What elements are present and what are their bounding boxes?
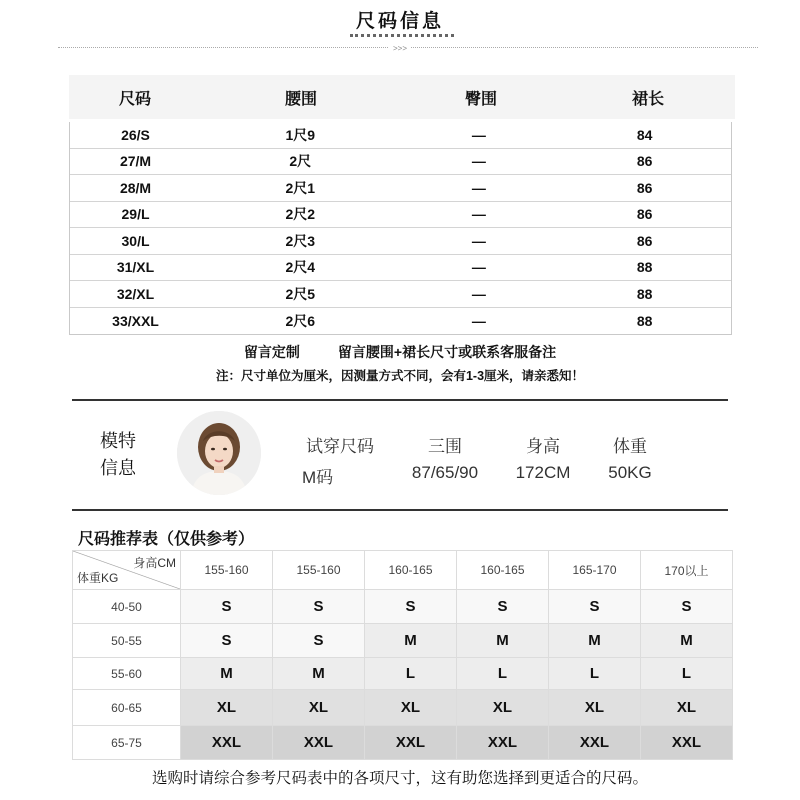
size-cell: 28/M	[119, 179, 152, 196]
model-portrait-icon	[177, 411, 261, 495]
recommended-size-cell: XL	[181, 690, 273, 726]
recommended-size-cell: XXL	[457, 726, 549, 760]
recommended-size-cell: S	[181, 590, 273, 624]
footer-advice: 选购时请综合参考尺码表中的各项尺寸，这有助您选择到更适合的尺码。	[151, 770, 648, 787]
recommended-size-cell: L	[549, 658, 641, 690]
weight-axis-label: 体重KG	[77, 571, 119, 585]
recommended-size-cell: M	[457, 624, 549, 658]
length-cell: 88	[636, 312, 653, 329]
waist-cell: 2尺	[289, 153, 312, 170]
divider-top	[72, 399, 728, 401]
waist-cell: 2尺1	[285, 179, 316, 196]
hip-cell: —	[471, 179, 486, 196]
height-range-header: 160-165	[457, 551, 549, 590]
table-row	[70, 175, 731, 202]
recommended-size-cell: XXL	[641, 726, 733, 760]
recommended-size-cell: XXL	[365, 726, 457, 760]
model-field-value: M码	[302, 468, 334, 487]
model-field-label: 试穿尺码	[306, 437, 374, 456]
recommended-size-cell: L	[365, 658, 457, 690]
waist-cell: 1尺9	[285, 126, 316, 143]
model-label-line2: 信息	[100, 458, 136, 478]
table-row	[70, 202, 731, 229]
height-range-header: 155-160	[273, 551, 365, 590]
weight-range-cell: 50-55	[73, 624, 181, 658]
col-length: 裙长	[631, 90, 664, 108]
model-avatar	[177, 411, 261, 495]
table-row	[73, 726, 733, 760]
col-hip: 臀围	[464, 90, 497, 108]
recommended-size-cell: XL	[641, 690, 733, 726]
table-row	[73, 590, 733, 624]
waist-cell: 2尺2	[285, 206, 316, 223]
size-cell: 32/XL	[116, 285, 155, 302]
custom-label: 留言定制	[243, 344, 300, 360]
model-weight	[598, 432, 662, 483]
height-range-header: 165-170	[549, 551, 641, 590]
recommended-size-cell: S	[273, 590, 365, 624]
table-row	[70, 149, 731, 176]
model-field-label: 三围	[428, 437, 462, 456]
recommended-size-cell: XXL	[181, 726, 273, 760]
recommend-table	[72, 550, 733, 760]
recommended-size-cell: M	[641, 624, 733, 658]
recommended-size-cell: XL	[273, 690, 365, 726]
weight-range-cell: 60-65	[73, 690, 181, 726]
recommended-size-cell: XL	[365, 690, 457, 726]
model-measurements	[400, 432, 490, 483]
col-size: 尺码	[118, 90, 151, 108]
length-cell: 84	[636, 126, 653, 143]
length-cell: 86	[636, 153, 653, 170]
arrows-text: >>>	[389, 44, 411, 53]
model-field-value: 50KG	[608, 463, 652, 482]
custom-text: 留言腰围+裙长尺寸或联系客服备注	[337, 344, 557, 360]
recommended-size-cell: XL	[457, 690, 549, 726]
custom-order-line	[0, 342, 800, 362]
table-row	[70, 255, 731, 282]
size-cell: 33/XXL	[112, 312, 159, 329]
recommended-size-cell: L	[641, 658, 733, 690]
waist-cell: 2尺5	[285, 285, 316, 302]
height-range-header: 155-160	[181, 551, 273, 590]
corner-cell	[73, 551, 181, 590]
length-cell: 86	[636, 232, 653, 249]
model-tried-size	[302, 432, 378, 488]
table-row	[73, 624, 733, 658]
height-axis-label: 身高CM	[133, 556, 176, 570]
recommended-size-cell: XXL	[549, 726, 641, 760]
length-cell: 88	[636, 285, 653, 302]
divider-bottom	[72, 509, 728, 511]
weight-range-cell: 40-50	[73, 590, 181, 624]
hip-cell: —	[471, 126, 486, 143]
arrows-decoration	[0, 44, 800, 53]
weight-range-cell: 65-75	[73, 726, 181, 760]
model-height	[505, 432, 581, 483]
recommended-size-cell: M	[273, 658, 365, 690]
hip-cell: —	[471, 285, 486, 302]
model-field-label: 体重	[613, 437, 647, 456]
hip-cell: —	[471, 232, 486, 249]
recommended-size-cell: S	[365, 590, 457, 624]
size-cell: 27/M	[119, 153, 152, 170]
model-field-value: 172CM	[515, 463, 571, 482]
col-waist: 腰围	[284, 90, 317, 108]
model-field-label: 身高	[526, 437, 560, 456]
weight-range-cell: 55-60	[73, 658, 181, 690]
size-cell: 30/L	[121, 232, 150, 249]
waist-cell: 2尺4	[285, 259, 316, 276]
title-underline	[350, 34, 454, 37]
recommended-size-cell: S	[549, 590, 641, 624]
recommended-size-cell: M	[181, 658, 273, 690]
recommended-size-cell: S	[641, 590, 733, 624]
recommended-size-cell: M	[365, 624, 457, 658]
table-row	[70, 122, 731, 149]
size-cell: 29/L	[121, 206, 150, 223]
waist-cell: 2尺3	[285, 232, 316, 249]
model-info-label	[100, 428, 136, 482]
table-row	[70, 228, 731, 255]
size-table-header	[69, 75, 735, 119]
model-field-value: 87/65/90	[411, 463, 479, 482]
length-cell: 88	[636, 259, 653, 276]
height-range-header: 170以上	[641, 551, 733, 590]
recommended-size-cell: M	[549, 624, 641, 658]
recommended-size-cell: L	[457, 658, 549, 690]
recommended-size-cell: S	[181, 624, 273, 658]
measurement-note: 注：尺寸单位为厘米，因测量方式不同，会有1-3厘米，请亲悉知！	[215, 369, 585, 383]
recommend-title: 尺码推荐表（仅供参考）	[78, 531, 255, 548]
table-row	[70, 308, 731, 335]
height-range-header: 160-165	[365, 551, 457, 590]
model-label-line1: 模特	[100, 431, 136, 451]
recommended-size-cell: S	[273, 624, 365, 658]
length-cell: 86	[636, 206, 653, 223]
recommended-size-cell: S	[457, 590, 549, 624]
hip-cell: —	[471, 206, 486, 223]
recommend-header-row	[73, 551, 733, 590]
recommended-size-cell: XL	[549, 690, 641, 726]
hip-cell: —	[471, 153, 486, 170]
page-title: 尺码信息	[355, 11, 444, 32]
size-cell: 26/S	[121, 126, 150, 143]
table-row	[73, 690, 733, 726]
hip-cell: —	[471, 259, 486, 276]
table-row	[73, 658, 733, 690]
waist-cell: 2尺6	[285, 312, 316, 329]
recommended-size-cell: XXL	[273, 726, 365, 760]
table-row	[70, 281, 731, 308]
size-cell: 31/XL	[116, 259, 155, 276]
hip-cell: —	[471, 312, 486, 329]
length-cell: 86	[636, 179, 653, 196]
size-table-body	[69, 122, 732, 335]
